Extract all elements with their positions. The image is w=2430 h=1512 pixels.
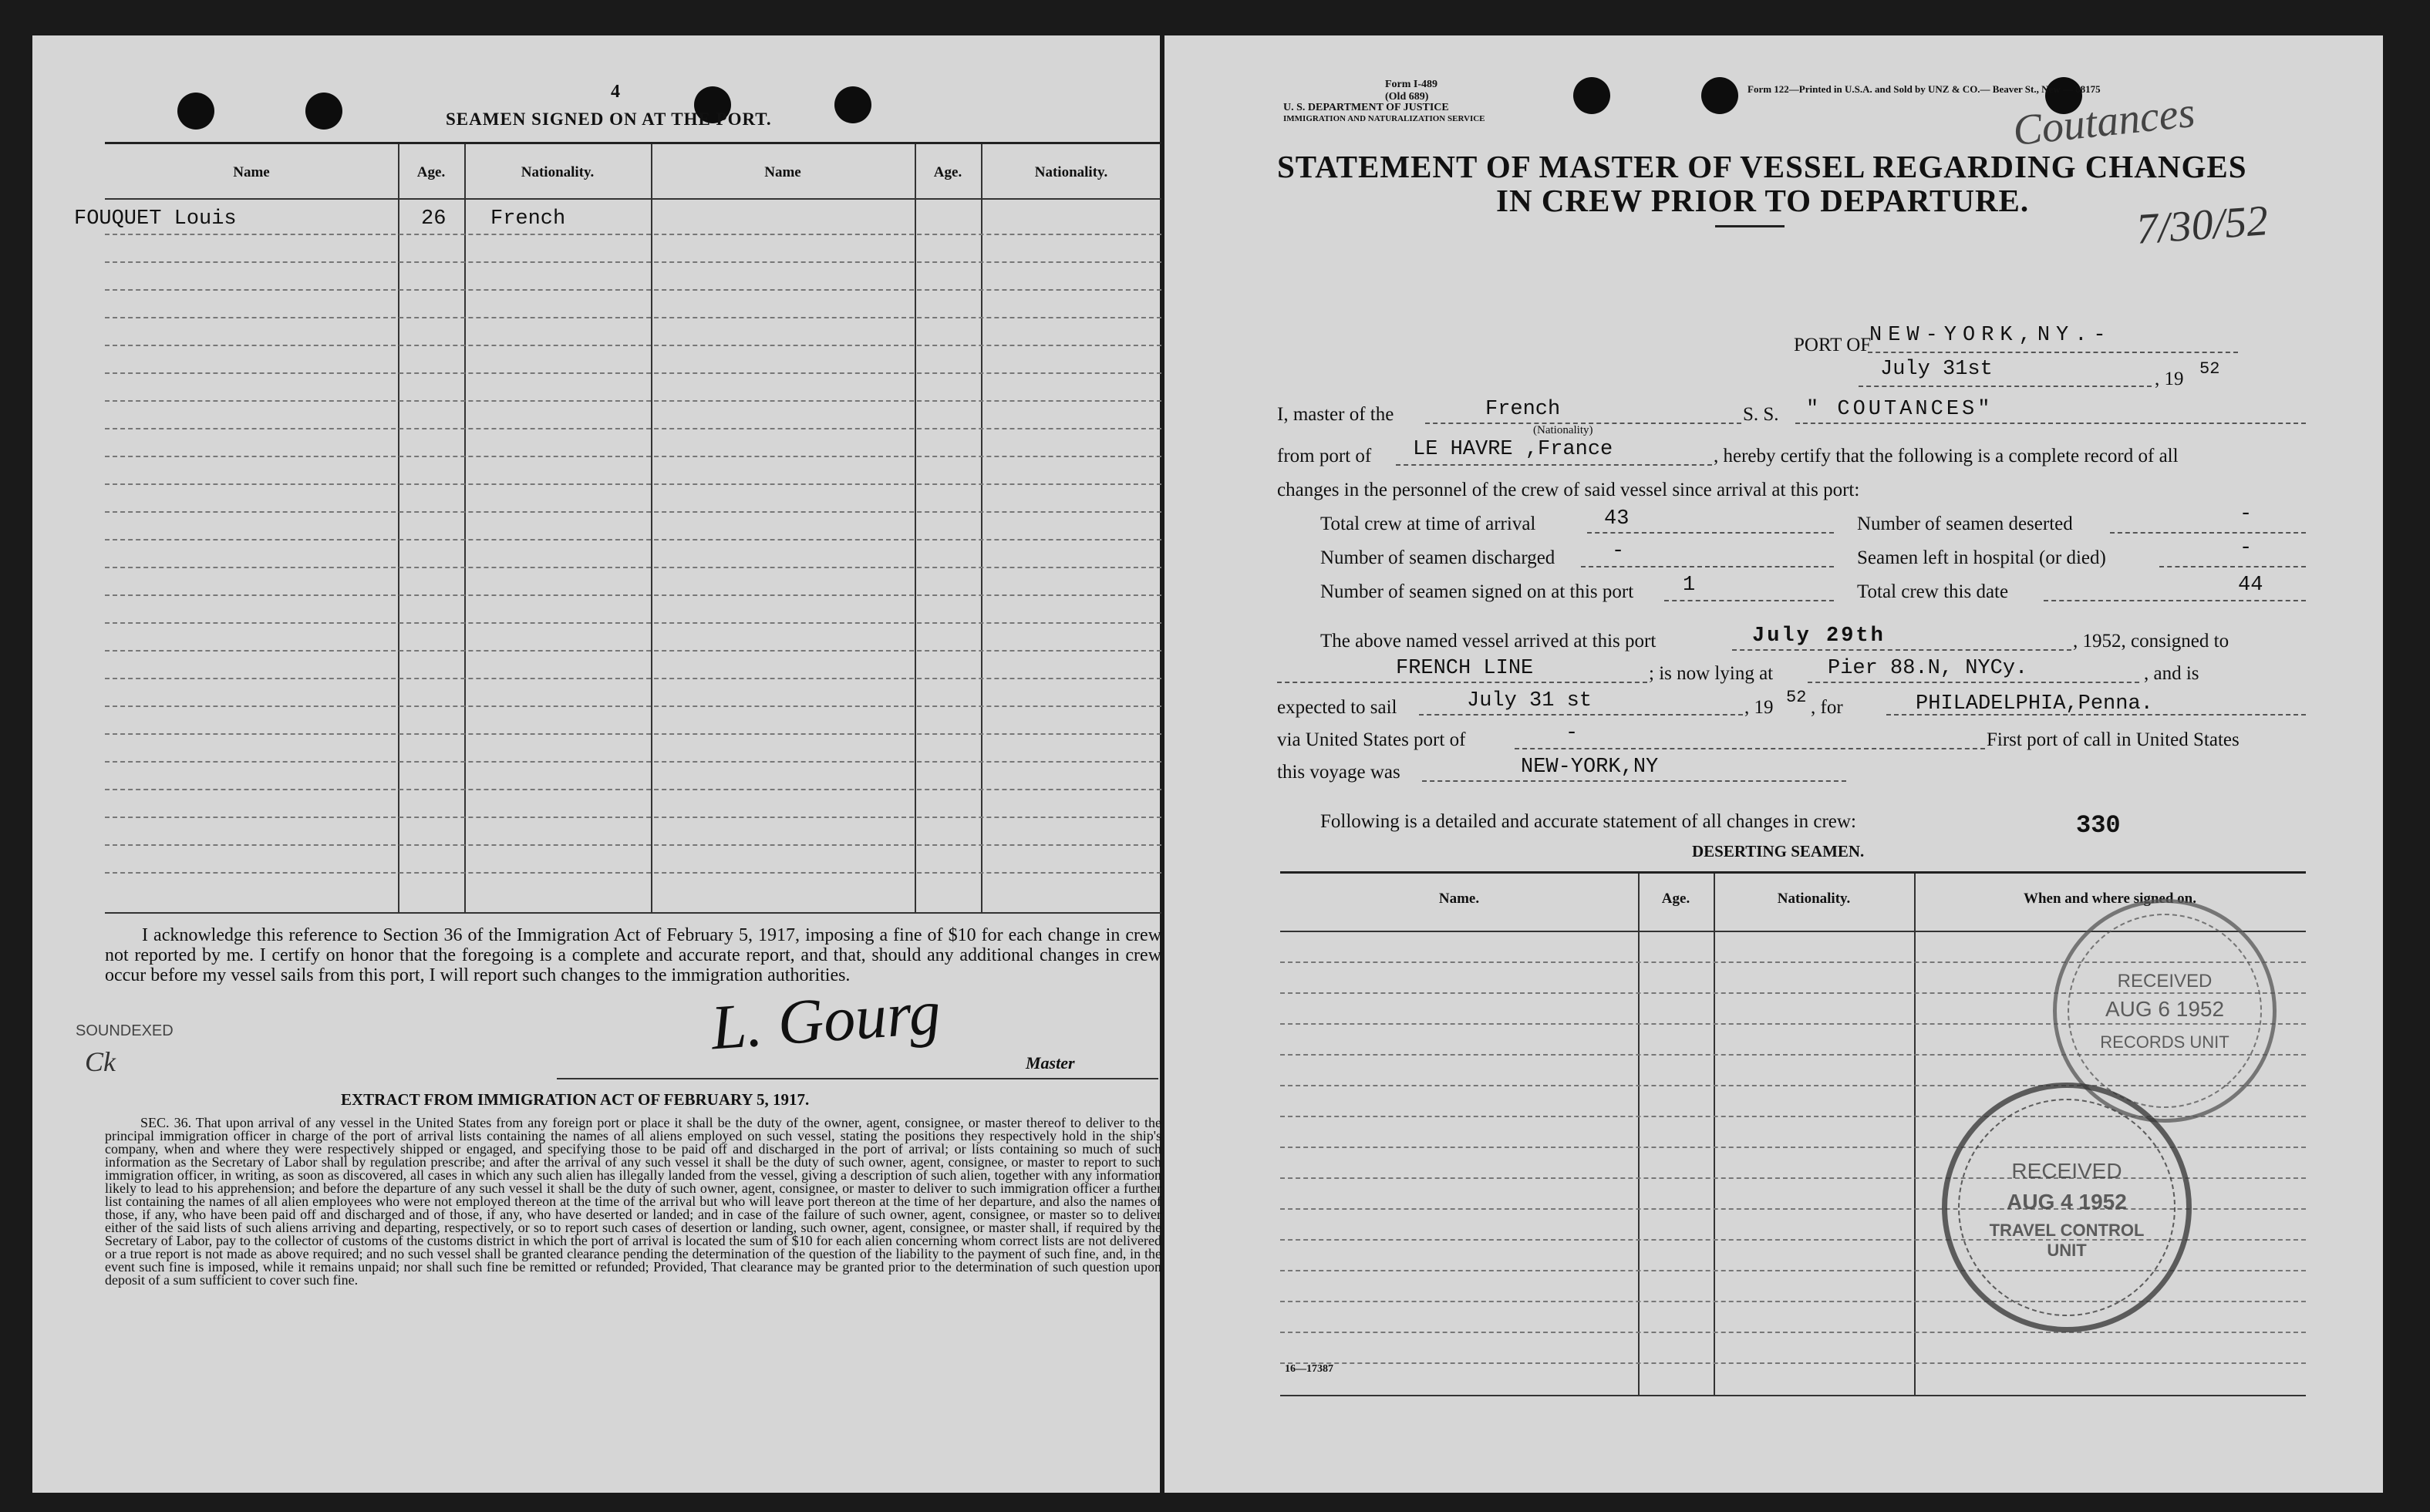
punch-hole	[834, 86, 871, 123]
title-rule	[1715, 225, 1785, 227]
crew-age: 26	[421, 207, 447, 231]
stamp1-date: AUG 6 1952	[2105, 997, 2225, 1021]
total-crew-arrival-label: Total crew at time of arrival	[1320, 514, 1536, 534]
sail-value: July 31 st	[1467, 689, 1592, 712]
arrived-label: The above named vessel arrived at this port	[1320, 631, 1657, 652]
port-label: PORT OF	[1794, 335, 1872, 355]
extract-text: SEC. 36. That upon arrival of any vessel in the United States from any foreign port or place it shall be the duty of the owner, agent, consignee, or master thereof to deliver to the principal immigration officer in charge of the port of arrival lists containing the names of all aliens employed on such vessel, stating the positions they respectively hold in the ship's company, when and where they were respectively shipped or engaged, and specifying those to be paid off and discharged in the port of arrival; or lists containing so much of such information as the Secretary of Labor shall by regulation prescribe; and after the arrival of any such vessel it shall be the duty of such owner, agent, consignee, or master to report to such immigration officer, in writing, as soon as discovered, all cases in which any such alien has illegally landed from the vessel, giving a description of such alien, together with any information likely to lead to his apprehension; and before the departure of any such vessel it shall be the duty of such owner, agent, consignee, or master to deliver to such immigration officer a further list containing the names of all alien employees who were not employed thereon at the time of the arrival but who will leave port thereon at the time of her departure, and also the names of those, if any, who have been paid off and discharged and of those, if any, who have deserted or landed; and in case of the failure of such owner, agent, consignee, or master so to deliver either of the said lists of such aliens arriving and departing, respectively, or so to report such cases of desertion or landing, such owner, agent, consignee, or master shall, if required by the Secretary of Labor, pay to the collector of customs of the customs district in which the port of arrival is located the sum of $10 for each alien concerning whom correct lists are not delivered or a true report is not made as above required; and no such vessel shall be granted clearance pending the determination of the question of the liability to the payment of such fine, and, in the event such fine is imposed, while it remains unpaid; nor shall such fine be remitted or refunded; Provided, That clearance may be granted prior to the determination of such question upon deposit of a sum sufficient to cover such fine.	[105, 1115, 1161, 1288]
consigned-label: , 1952, consigned to	[2073, 631, 2229, 652]
handwritten-date: 7/30/52	[2135, 197, 2270, 254]
seamen-hospital-value: -	[2240, 537, 2253, 560]
year-value: 52	[2199, 359, 2220, 379]
left-title: SEAMEN SIGNED ON AT THE PORT.	[446, 109, 772, 129]
sail-year-value: 52	[1786, 688, 1807, 707]
master-of-label: I, master of the	[1277, 404, 1394, 425]
and-is: , and is	[2144, 663, 2199, 684]
acknowledgement-text: I acknowledge this reference to Section 36 of the Immigration Act of February 5, 1917, imposing a fine of $10 for each change in crew not reported by me. I certify on honor that the foregoing is a complete and accurate report, and that, should any additional changes in crew occur before my vessel sails from this port, I will report such changes to the immigration authorities.	[105, 925, 1161, 985]
from-port-value: LE HAVRE ,France	[1413, 438, 1613, 461]
via-label: via United States port of	[1277, 729, 1466, 750]
first-port-label: First port of call in United States	[1987, 729, 2240, 750]
master-label: Master	[1026, 1053, 1075, 1073]
extract-title: EXTRACT FROM IMMIGRATION ACT OF FEBRUARY 5, 1917.	[341, 1090, 810, 1109]
seamen-signed-table	[74, 142, 1161, 914]
seamen-signed-label: Number of seamen signed on at this port	[1320, 581, 1634, 602]
service: IMMIGRATION AND NATURALIZATION SERVICE	[1283, 114, 1485, 123]
header-name: Name.	[1438, 891, 1480, 907]
deserting-title: DESERTING SEAMEN.	[1692, 842, 1865, 860]
seamen-signed-value: 1	[1683, 574, 1696, 597]
seamen-deserted-value: -	[2240, 503, 2253, 526]
ship-name: " COUTANCES"	[1806, 398, 1994, 421]
header-nationality: Nationality.	[1777, 891, 1851, 907]
ss-label: S. S.	[1743, 404, 1779, 425]
department: U. S. DEPARTMENT OF JUSTICE	[1283, 102, 1449, 113]
seamen-deserted-label: Number of seamen deserted	[1857, 514, 2073, 534]
stamp2-unit: TRAVEL CONTROL UNIT	[1989, 1221, 2145, 1260]
left-page	[32, 35, 1160, 1493]
header-name: Name	[233, 164, 270, 180]
port-value: NEW-YORK,NY.-	[1869, 324, 2112, 347]
stamp1-word: RECEIVED	[2117, 971, 2213, 992]
departure-date: July 31st	[1880, 358, 1993, 381]
header-signed-on: When and where signed on.	[2023, 891, 2196, 907]
sail-year-prefix: , 19	[1744, 697, 1774, 718]
seamen-hospital-label: Seamen left in hospital (or died)	[1857, 547, 2106, 568]
for-label: , for	[1811, 697, 1843, 718]
signature-line	[557, 1078, 1158, 1079]
year-prefix: , 19	[2155, 369, 2184, 389]
changes-text: changes in the personnel of the crew of said vessel since arrival at this port:	[1277, 480, 1860, 500]
right-page	[1164, 35, 2383, 1493]
lying-label: ; is now lying at	[1649, 663, 1774, 684]
total-crew-date-value: 44	[2238, 574, 2263, 597]
header-age: Age.	[933, 164, 962, 180]
form-title-line1: STATEMENT OF MASTER OF VESSEL REGARDING CHANGES	[1277, 149, 2247, 184]
punch-hole	[1573, 77, 1610, 114]
annotation-number: 330	[2076, 811, 2121, 840]
voyage-value: NEW-YORK,NY	[1521, 756, 1659, 779]
for-value: PHILADELPHIA,Penna.	[1916, 692, 2153, 716]
following-text: Following is a detailed and accurate statement of all changes in crew:	[1320, 811, 1856, 832]
header-name: Name	[764, 164, 801, 180]
seamen-discharged-value: -	[1612, 540, 1625, 563]
master-signature: L. Gourg	[709, 976, 943, 1063]
consignee-value: FRENCH LINE	[1396, 657, 1534, 680]
arrived-value: July 29th	[1752, 625, 1886, 648]
stamp2-date: AUG 4 1952	[2007, 1190, 2127, 1214]
sail-label: expected to sail	[1277, 697, 1397, 718]
stamp1-unit: RECORDS UNIT	[2100, 1032, 2229, 1052]
nationality-caption: (Nationality)	[1533, 424, 1593, 436]
header-nationality: Nationality.	[1034, 164, 1108, 180]
punch-hole	[1701, 77, 1738, 114]
soundexed-stamp: SOUNDEXED	[76, 1022, 174, 1039]
total-crew-date-label: Total crew this date	[1857, 581, 2009, 602]
from-port-label: from port of	[1277, 446, 1372, 466]
form-number: Form I-489	[1385, 79, 1438, 90]
stamp2-word: RECEIVED	[2011, 1159, 2122, 1183]
header-age: Age.	[416, 164, 446, 180]
punch-hole	[177, 93, 214, 130]
crew-name: FOUQUET Louis	[74, 207, 237, 231]
footer-code: 16—17387	[1285, 1363, 1333, 1375]
certify-text: , hereby certify that the following is a complete record of all	[1714, 446, 2179, 466]
printer-line: Form 122—Printed in U.S.A. and Sold by UNZ & CO.— Beaver St., New — 88175	[1748, 83, 2101, 95]
header-nationality: Nationality.	[521, 164, 595, 180]
form-title-line2: IN CREW PRIOR TO DEPARTURE.	[1496, 183, 2030, 218]
seamen-discharged-label: Number of seamen discharged	[1320, 547, 1555, 568]
received-travel-stamp	[1942, 1083, 2192, 1332]
nationality-value: French	[1485, 398, 1561, 421]
page-number: 4	[611, 82, 620, 102]
lying-value: Pier 88.N, NYCy.	[1828, 657, 2028, 680]
form-old: (Old 689)	[1385, 91, 1429, 103]
via-value: -	[1566, 722, 1579, 745]
total-crew-arrival-value: 43	[1604, 507, 1630, 530]
soundexed-initials: Ck	[85, 1046, 116, 1077]
punch-hole	[305, 93, 342, 130]
crew-nationality: French	[490, 207, 566, 231]
header-age: Age.	[1661, 891, 1690, 907]
handwritten-name: Coutances	[2010, 88, 2198, 156]
voyage-label: this voyage was	[1277, 762, 1400, 783]
